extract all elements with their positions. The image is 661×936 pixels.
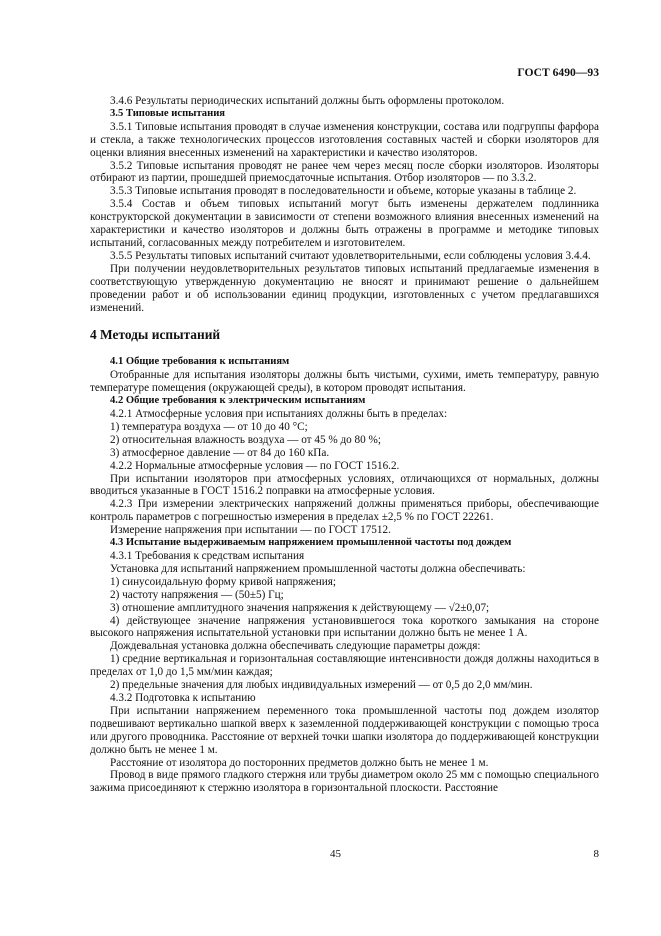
paragraph: 3.5.5 Результаты типовых испытаний считают удовлетворительными, если соблюдены условия 3.4.4. (110, 249, 591, 262)
subsection-heading: 4.1 Общие требования к испытаниям (110, 356, 290, 368)
paragraph: 4.2.1 Атмосферные условия при испытаниях должны быть в пределах: (110, 408, 448, 421)
paragraph: 1) синусоидальную форму кривой напряжения; (110, 575, 337, 588)
paragraph: Расстояние от изолятора до посторонних предметов должно быть не менее 1 м. (110, 756, 489, 769)
paragraph: 1) средние вертикальная и горизонтальная составляющие интенсивности дождя должны находиться в пределах от 1,0 до 1,5 мм/мин каждая; (90, 653, 599, 679)
paragraph: 4.2.3 При измерении электрических напряжений должны применяться приборы, обеспечивающие контроль параметров с погрешностью измерения в пределах ±2,5 % по ГОСТ 22261. (90, 498, 599, 524)
document-body (90, 95, 599, 795)
page-number: 45 (330, 848, 341, 860)
paragraph: 3.5.2 Типовые испытания проводят не ранее чем через месяц после сборки изоляторов. Изоляторы отбирают из партии, прошедшей приемосдаточные испытания. Отбор изоляторов — по 3.3.2. (90, 159, 599, 185)
paragraph: 2) частоту напряжения — (50±5) Гц; (110, 588, 284, 601)
spacer (90, 314, 599, 327)
subsection-heading: 4.2 Общие требования к электрическим испытаниям (110, 395, 366, 407)
paragraph: 3.5.1 Типовые испытания проводят в случае изменения конструкции, состава или подгруппы фарфора и стекла, а также технологических процессов изготовления составных частей и сборки изоляторов для оценки влияния внесенных изменений на характеристики и качество изоляторов. (90, 120, 599, 159)
paragraph: 3.4.6 Результаты периодических испытаний должны быть оформлены протоколом. (110, 95, 505, 107)
paragraph: При получении неудовлетворительных результатов типовых испытаний предлагаемые изменения в соответствующую утвержденную документацию не вносят и принимают решение о дальнейшем проведении работ и об использовании единиц продукции, изготовленных с учетом предлагавшихся изменений. (90, 262, 599, 314)
section-heading: 4 Методы испытаний (90, 327, 221, 343)
paragraph: Установка для испытаний напряжением промышленной частоты должна обеспечивать: (110, 562, 526, 575)
document-code: ГОСТ 6490—93 (517, 66, 599, 79)
paragraph: Отобранные для испытания изоляторы должны быть чистыми, сухими, иметь температуру, равную температуре помещения (окружающей среды), в котором проводят испытания. (90, 369, 599, 395)
paragraph: Провод в виде прямого гладкого стержня или трубы диаметром около 25 мм с помощью специального зажима присоединяют к стержню изолятора в горизонтальной плоскости. Расстояние (90, 769, 599, 795)
paragraph: При испытании напряжением переменного тока промышленной частоты под дождем изолятор подвешивают вертикально шапкой вверх к заземленной поддерживающей конструкции с помощью троса или другого проводника. Расстояние от верхней точки шапки изолятора до поддерживающей конструкции должно быть не менее 1 м. (90, 704, 599, 756)
paragraph: Дождевальная установка должна обеспечивать следующие параметры дождя: (110, 640, 481, 653)
paragraph: 1) температура воздуха — от 10 до 40 °С; (110, 420, 308, 433)
paragraph: 3) атмосферное давление — от 84 до 160 кПа. (110, 446, 330, 459)
paragraph: 3.5.4 Состав и объем типовых испытаний могут быть изменены держателем подлинника конструкторской документации в зависимости от степени возможного влияния внесенных изменений на характеристики и качество изоляторов и должны быть отражены в программе и методике типовых испытаний, согласованных между потребителем и изготовителем. (90, 198, 599, 249)
paragraph: 4) действующее значение напряжения установившегося тока короткого замыкания на стороне высокого напряжения испытательной установки при испытании должно быть не менее 1 А. (90, 614, 599, 640)
subsection-heading: 4.3 Испытание выдерживаемым напряжением промышленной частоты под дождем (110, 537, 512, 549)
paragraph: При испытании изоляторов при атмосферных условиях, отличающихся от нормальных, должны вводиться указанные в ГОСТ 1516.2 поправки на атмосферные условия. (90, 472, 599, 498)
paragraph: 2) относительная влажность воздуха — от 45 % до 80 %; (110, 433, 381, 446)
sheet-number: 8 (593, 848, 599, 860)
paragraph: 4.3.2 Подготовка к испытанию (110, 691, 256, 704)
paragraph: Измерение напряжения при испытании — по ГОСТ 17512. (110, 524, 391, 537)
paragraph: 4.3.1 Требования к средствам испытания (110, 550, 305, 562)
paragraph: 3) отношение амплитудного значения напряжения к действующему — √2±0,07; (110, 601, 490, 614)
document-page (90, 0, 599, 936)
paragraph: 4.2.2 Нормальные атмосферные условия — по ГОСТ 1516.2. (110, 459, 400, 472)
paragraph: 3.5.3 Типовые испытания проводят в последовательности и объеме, которые указаны в таблице 2. (110, 185, 577, 198)
subsection-heading: 3.5 Типовые испытания (110, 107, 226, 119)
paragraph: 2) предельные значения для любых индивидуальных измерений — от 0,5 до 2,0 мм/мин. (110, 679, 533, 692)
spacer (90, 343, 599, 356)
